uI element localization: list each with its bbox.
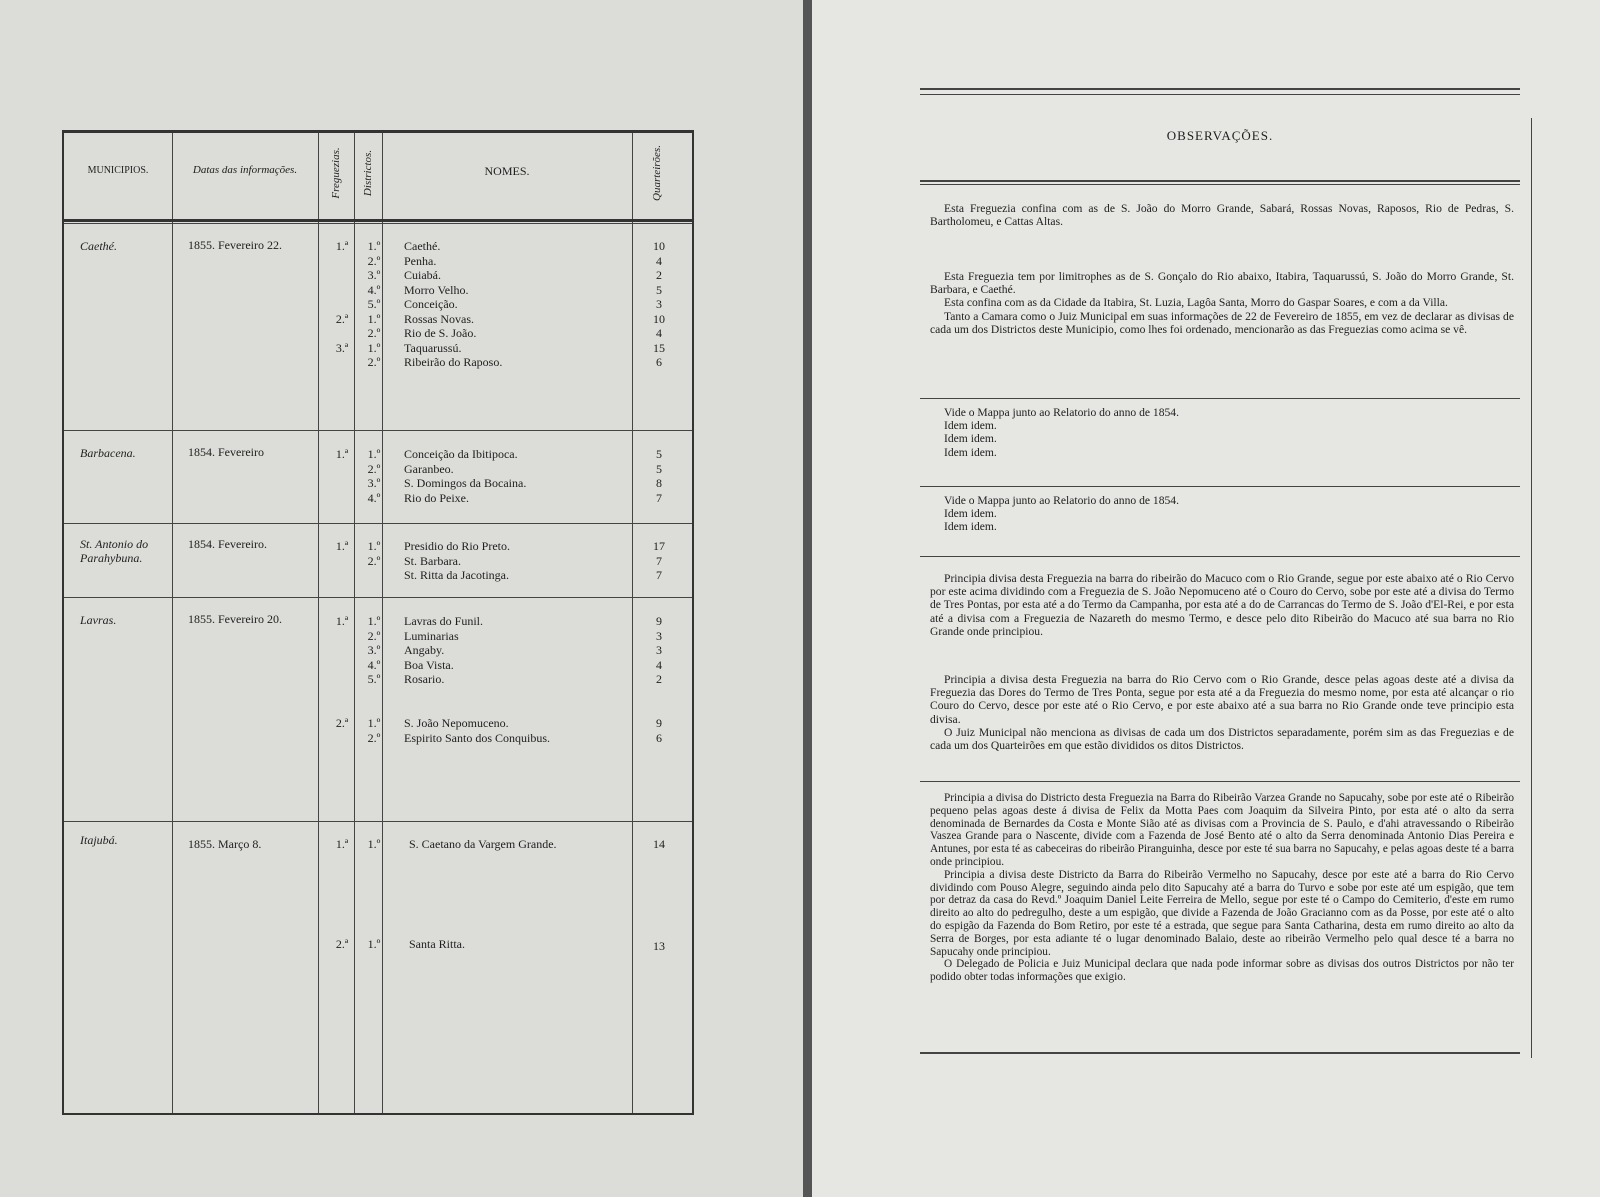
nomes-column: Presidio do Rio Preto. St. Barbara. St. Ritta da Jacotinga. [404, 539, 511, 582]
nomes-column: S. João Nepomuceno. Espirito Santo dos Conquibus. [404, 716, 551, 745]
observation-block: Vide o Mappa junto ao Relatorio do anno de 1854. Idem idem. Idem idem. Idem idem. [944, 406, 1179, 459]
header-rule [64, 219, 692, 222]
top-rule [920, 88, 1520, 90]
row-divider [64, 523, 692, 524]
quarteiroes-column: 17 7 7 [653, 539, 665, 582]
right-page [812, 0, 1600, 1197]
observation-block: Esta Freguezia tem por limitrophes as de S. Gonçalo do Rio abaixo, Itabira, Taquarussú, S. João do Morro Grande, St. Barbara, e Caethé. Esta confina com as da Cidade da Itabira, St. Luzia, Lagôa Santa, Morro do Gaspar Soares, e com a da Villa. Tanto a Camara como o Juiz Municipal em suas informações de 22 de Fevereiro de 1855, em vez de declarar as divisas de cada um dos Districtos deste Municipio, como lhes foi ordenado, mencionarão as das Freguezias como acima se vê. [930, 270, 1514, 336]
municipio-name: Caethé. [80, 239, 117, 253]
districto-column: 1.º 2.º [367, 716, 381, 745]
col-divider [318, 133, 319, 1113]
header-quarteiroes: Quarteirões. [651, 145, 663, 201]
freguezia-column: 2.ª [335, 937, 349, 951]
districto-column: 1.º [367, 937, 381, 951]
header-datas: Datas das informações. [192, 164, 298, 176]
observation-block: Principia a divisa desta Freguezia na barra do Rio Cervo com o Rio Grande, desce pelas agoas deste até a divisa da Freguezia das Dores do Termo de Tres Ponta, segue por esta até a da Freguezia do mesmo nome, por esta até alcançar o rio Couro do Cervo, desce por este até o Rio Cervo, e por este abaixo até a sua barra no Rio Grande onde teve principio esta divisa. O Juiz Municipal não menciona as divisas de cada um dos Districtos separadamente, porém sim as das Freguezias e de cada um dos Quarteirões em que estão divididos os ditos Districtos. [930, 673, 1514, 753]
bottom-rule [920, 1052, 1520, 1054]
book-gutter [803, 0, 812, 1197]
freguezia-column: 1.ª [335, 837, 349, 851]
quarteiroes-column: 5 5 8 7 [656, 447, 662, 505]
observations-frame [920, 88, 1520, 1068]
quarteiroes-column: 9 3 3 4 2 [656, 614, 662, 686]
freguezia-column: 1.ª [335, 447, 349, 461]
nomes-column: Santa Ritta. [409, 937, 465, 951]
districto-column: 1.º [367, 837, 381, 851]
municipio-name: Barbacena. [80, 446, 136, 460]
info-date: 1855. Fevereiro 20. [188, 612, 282, 626]
observation-divider [920, 486, 1520, 487]
observation-divider [920, 781, 1520, 782]
districto-column: 1.º 2.º 3.º 4.º 5.º 1.º 2.º 1.º 2.º [367, 239, 381, 369]
municipio-name: Itajubá. [80, 833, 118, 847]
nomes-column: Lavras do Funil. Luminarias Angaby. Boa Vista. Rosario. [404, 614, 483, 686]
municipio-name: Lavras. [80, 613, 117, 627]
observations-title: OBSERVAÇÕES. [1166, 128, 1274, 143]
quarteiroes-column: 9 6 [656, 716, 662, 745]
col-divider [354, 133, 355, 1113]
row-divider [64, 597, 692, 598]
observation-block: Esta Freguezia confina com as de S. João do Morro Grande, Sabará, Rossas Novas, Raposos, Rio de Pedras, S. Bartholomeu, e Cattas Altas. [930, 202, 1514, 229]
freguezia-column: 2.ª [335, 716, 349, 730]
quarteiroes-column: 10 4 2 5 3 10 4 15 6 [653, 239, 665, 369]
info-date: 1854. Fevereiro [188, 445, 264, 459]
observation-divider [920, 398, 1520, 399]
header-municipios: MUNICIPIOS. [87, 165, 149, 176]
observation-block: Principia divisa desta Freguezia na barra do ribeirão do Macuco com o Rio Grande, segue por este abaixo até o Rio Cervo por este acima dividindo com a Freguezia de S. João Nepomuceno até o Couro do Cervo, sobe por este até a divisa do Termo de Tres Pontas, por esta até a do Termo da Campanha, por esta até a do de Carrancas do Termo de S. João d'El-Rei, e por esta até a divisa com a Freguezia de Nazareth do mesmo Termo, e desce pelo dito Ribeirão do Macuco até sua barra no Rio Grande onde principiou. [930, 572, 1514, 638]
observation-divider [920, 556, 1520, 557]
observation-divider [920, 180, 1520, 182]
header-freguezias: Freguezias. [330, 147, 342, 199]
observation-divider [920, 184, 1520, 185]
header-nomes: NOMES. [484, 164, 530, 178]
freguezia-column: 1.ª [335, 614, 349, 628]
info-date: 1855. Março 8. [188, 837, 262, 851]
observation-block: Principia a divisa do Districto desta Freguezia na Barra do Ribeirão Varzea Grande no Sapucahy, sobe por este até o Ribeirão pequeno pelas agoas deste á divisa de Felix da Motta Paes com Joaquim da Silveira Pinto, por esta até o alto da serra denominada de Bernardes da Costa e Monte Sião até as divisas com a Provincia de S. Paulo, e d'ahi atravessando o Ribeirão Vaszea Grande para o Nascente, divide com a Fazenda de José Bento até o alto da Serra denominada Antonio Dias Pereira e Antunes, por esta té as cabeceiras do ribeirão Piranguinha, desce por este té sua barra no Sapucahy, e pelas agoas deste té a barra onde principiou. Principia a divisa deste Districto da Barra do Ribeirão Vermelho no Sapucahy, desce por este até a barra do Rio Cervo dividindo com Pouso Alegre, seguindo ainda pelo dito Sapucahy até a barra do Turvo e sobe por este até um espigão, que tem por detraz da casa do Revd.º Joaquim Daniel Leite Ferreira de Mello, segue por este té o Campo do Cemiterio, d'este em rumo direito ao alto do pedregulho, deste a um espigão, que divide a Fazenda de João Gracianno com as da Posse, por este até o alto do espigão da Fazenda do Bom Retiro, por este té a estrada, que segue para Santa Catharina, desta em rumo direito ao alto da Serra de Borges, por esta adiante té o lugar denominado Balaio, deste ao ribeirão Vermelho pelo qual desce té a barra no Sapucahy onde principiou. O Delegado de Policia e Juiz Municipal declara que nada pode informar sobre as divisas dos outros Districtos por não ter podido obter todas informações que exigio. [930, 792, 1514, 984]
municipio-name: St. Antonio do Parahybuna. [80, 537, 149, 565]
nomes-column: Caethé. Penha. Cuiabá. Morro Velho. Conceição. Rossas Novas. Rio de S. João. Taquarussú. Ribeirão do Raposo. [404, 239, 503, 369]
col-divider [172, 133, 173, 1113]
freguezia-column: 1.ª 2.ª 3.ª [335, 239, 349, 355]
right-border [1531, 118, 1532, 1058]
top-rule [920, 94, 1520, 95]
nomes-column: Conceição da Ibitipoca. Garanbeo. S. Domingos da Bocaina. Rio do Peixe. [404, 447, 527, 505]
districto-column: 1.º 2.º 3.º 4.º 5.º [367, 614, 381, 686]
info-date: 1855. Fevereiro 22. [188, 238, 282, 252]
row-divider [64, 430, 692, 431]
header-rule [64, 223, 692, 224]
districto-column: 1.º 2.º 3.º 4.º [367, 447, 381, 505]
municipal-table [62, 130, 694, 1115]
row-divider [64, 821, 692, 822]
info-date: 1854. Fevereiro. [188, 537, 267, 551]
quarteiroes-column: 14 [653, 837, 665, 851]
freguezia-column: 1.ª [335, 539, 349, 553]
observation-block: Vide o Mappa junto ao Relatorio do anno de 1854. Idem idem. Idem idem. [944, 494, 1179, 534]
quarteiroes-column: 13 [653, 939, 665, 953]
nomes-column: S. Caetano da Vargem Grande. [409, 837, 557, 851]
header-districtos: Districtos. [362, 149, 374, 197]
districto-column: 1.º 2.º [367, 539, 381, 568]
